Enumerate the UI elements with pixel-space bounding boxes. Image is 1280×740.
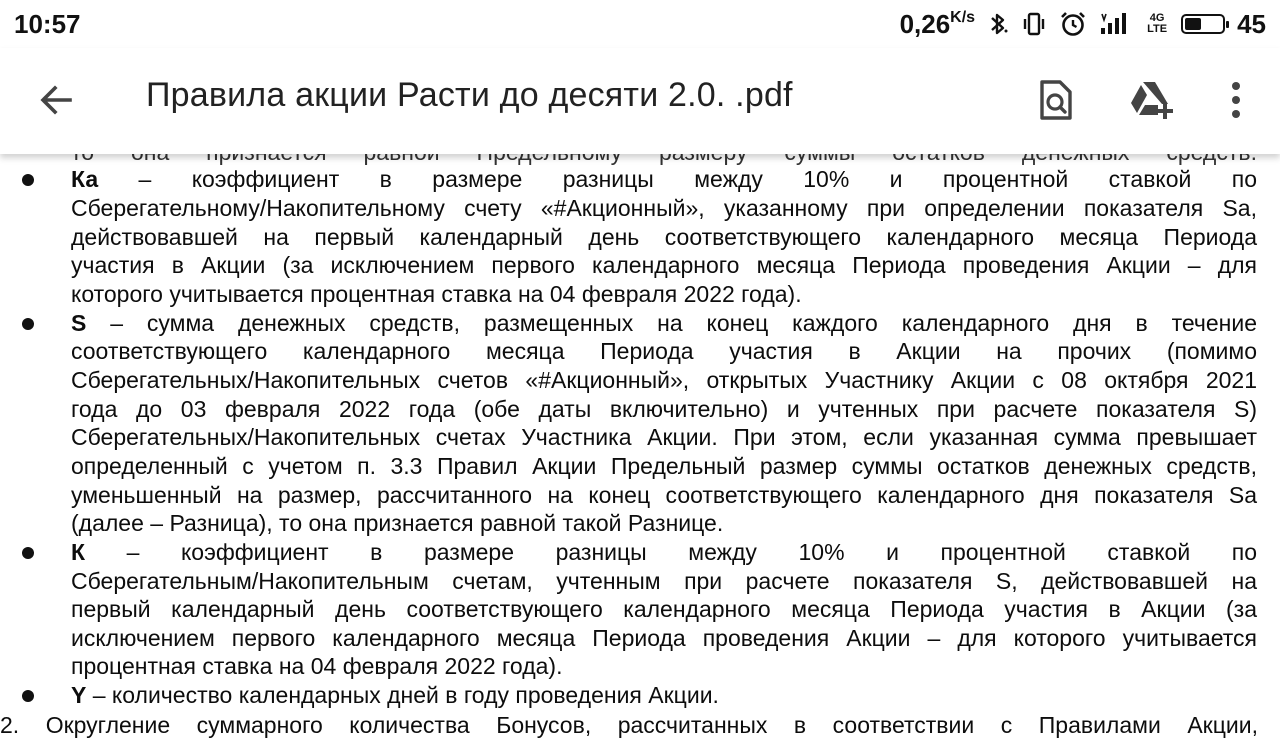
paragraph-line: действовавшей на первый календарный день соответствующего календарного месяца Периода — [71, 224, 1257, 250]
bullet-dot — [22, 547, 34, 559]
battery-icon — [1181, 14, 1225, 34]
search-document-icon — [1038, 79, 1074, 121]
bullet-dot — [22, 318, 34, 330]
bullet-term: Ка — [71, 166, 99, 192]
network-speed — [900, 9, 976, 40]
paragraph-line: Сберегательному/Накопительному счету «#Акционный», указанному при определении показателя Sa, — [71, 195, 1257, 221]
pdf-page[interactable] — [0, 136, 1280, 738]
paragraph-line: участия в Акции (за исключением первого календарного месяца Периода проведения Акции – для — [71, 252, 1257, 278]
status-bar — [0, 0, 1280, 48]
paragraph-line: первый календарный день соответствующего календарного месяца Периода участия в Акции (за — [71, 596, 1257, 622]
bullet-dot — [22, 174, 34, 186]
search-in-document-button[interactable] — [1032, 76, 1080, 124]
paragraph-line: уменьшенный на размер, рассчитанного на конец соответствующего календарного дня показателя Sa — [71, 482, 1257, 508]
battery-percent: 45 — [1237, 8, 1266, 39]
network-speed-unit: K/s — [950, 8, 976, 26]
network-type-label: 4G LTE — [1147, 12, 1168, 35]
bullet-term: S — [71, 310, 87, 336]
network-speed-value: 0,26 — [899, 8, 951, 39]
app-bar — [0, 48, 1280, 154]
more-options-button[interactable] — [1212, 76, 1260, 124]
bullet-term: К — [71, 539, 86, 565]
add-to-drive-button[interactable] — [1128, 76, 1176, 124]
vibrate-icon — [1021, 11, 1047, 37]
alarm-icon — [1059, 10, 1087, 38]
document-title: Правила акции Расти до десяти 2.0. .pdf — [146, 76, 793, 114]
drive-add-icon — [1128, 80, 1176, 120]
bullet-text: – коэффициент в размере разницы между 10% и процентной ставкой по — [126, 539, 1258, 565]
bluetooth-icon — [987, 11, 1009, 37]
network-type-icon — [1145, 13, 1169, 35]
paragraph-line: соответствующего календарного месяца Периода участия в Акции на прочих (помимо — [71, 338, 1257, 364]
bullet-dot — [22, 690, 34, 702]
paragraph-line: Сберегательных/Накопительных счетах Участника Акции. При этом, если указанная сумма превышает — [71, 424, 1257, 450]
back-arrow-icon — [37, 81, 75, 119]
bullet-s-first-line — [71, 309, 1257, 338]
battery-level — [1185, 18, 1201, 30]
partial-bottom-line: 2. Округление суммарного количества Бонусов, рассчитанных в соответствии с Правилами Акции, — [0, 712, 1258, 738]
back-button[interactable] — [36, 80, 76, 120]
bullet-y-first-line — [71, 681, 1257, 710]
status-icons — [900, 9, 1266, 40]
paragraph-line: определенный с учетом п. 3.3 Правил Акции Предельный размер суммы остатков денежных средств, — [71, 453, 1257, 479]
paragraph-line: (далее – Разница), то она признается равной такой Разнице. — [71, 510, 724, 536]
bullet-ka-first-line — [71, 165, 1257, 194]
bullet-text: – количество календарных дней в году проведения Акции. — [92, 682, 719, 708]
bullet-text: – коэффициент в размере разницы между 10% и процентной ставкой по — [138, 166, 1258, 192]
bullet-text: – сумма денежных средств, размещенных на конец каждого календарного дня в течение — [110, 310, 1257, 336]
paragraph-line: процентная ставка на 04 февраля 2022 года). — [71, 653, 563, 679]
clock: 10:57 — [14, 8, 81, 39]
signal-icon — [1099, 11, 1133, 37]
paragraph-line: года до 03 февраля 2022 года (обе даты включительно) и учтенных при расчете показателя S) — [71, 396, 1257, 422]
bullet-term: Y — [71, 682, 87, 708]
bullet-k-first-line — [71, 538, 1257, 567]
paragraph-line: Сберегательным/Накопительным счетам, учтенным при расчете показателя S, действовавшей на — [71, 568, 1257, 594]
paragraph-line: которого учитывается процентная ставка на 04 февраля 2022 года). — [71, 281, 802, 307]
more-vert-icon — [1230, 80, 1242, 120]
paragraph-line: исключением первого календарного месяца Периода проведения Акции – для которого учитывается — [71, 625, 1257, 651]
paragraph-line: Сберегательных/Накопительных счетов «#Акционный», открытых Участнику Акции с 08 октября 2021 — [71, 367, 1257, 393]
